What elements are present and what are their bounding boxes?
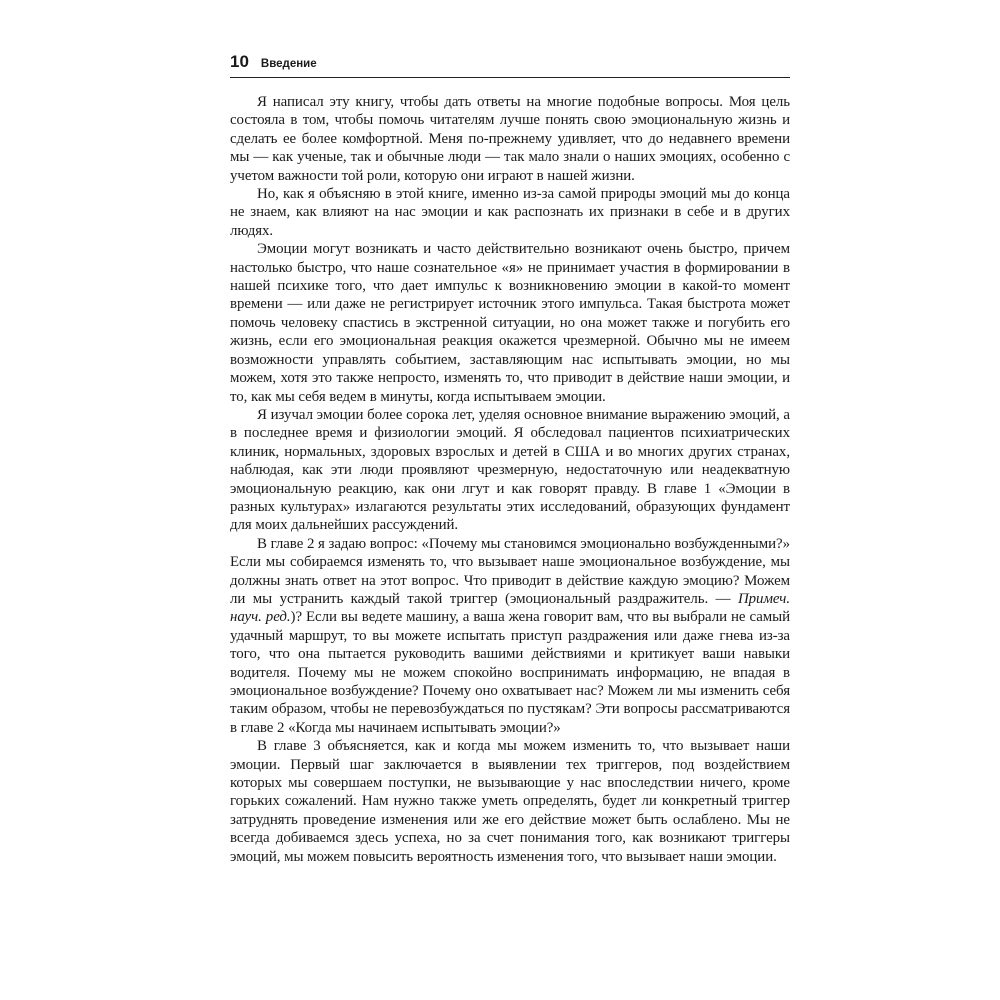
page-number: 10 — [230, 52, 249, 71]
book-page — [230, 52, 790, 866]
running-header — [230, 52, 790, 78]
body-text — [230, 93, 790, 866]
paragraph-5-text-before: В главе 2 я задаю вопрос: «Почему мы становимся эмоционально возбужденными?» Если мы собираемся изменять то, что вызывает наше эмоциональное возбуждение, мы должны знать ответ на этот вопрос. Что приводит в действие каждую эмоцию? Можем ли мы устранить каждый такой триггер (эмоциональный раздражитель. — — [230, 535, 790, 607]
section-title: Введение — [260, 58, 317, 70]
paragraph-2: Но, как я объясняю в этой книге, именно из-за самой природы эмоций мы до конца не знаем, как влияют на нас эмоции и как распознать их признаки в себе и в других людях. — [230, 186, 790, 239]
paragraph-5 — [230, 535, 790, 737]
paragraph-5-text-after: )? Если вы ведете машину, а ваша жена говорит вам, что вы выбрали не самый удачный маршрут, то вы можете испытать приступ раздражения или даже гнева из-за того, что она пытается руководить вашими действиями и критикует ваши навыки водителя. Почему мы не можем спокойно воспринимать информацию, не впадая в эмоциональное возбуждение? Почему оно охватывает нас? Можем ли мы изменить себя таким образом, чтобы не перевозбуждаться по пустякам? Эти вопросы рассматриваются в главе 2 «Когда мы начинаем испытывать эмоции?» — [230, 609, 790, 736]
paragraph-1: Я написал эту книгу, чтобы дать ответы на многие подобные вопросы. Моя цель состояла в том, чтобы помочь читателям лучше понять свою эмоциональную жизнь и сделать ее более комфортной. Меня по-прежнему удивляет, что до недавнего времени мы — как ученые, так и обычные люди — так мало знали о наших эмоциях, особенно с учетом важности той роли, которую они играют в нашей жизни. — [230, 94, 790, 184]
paragraph-4: Я изучал эмоции более сорока лет, уделяя основное внимание выражению эмоций, а в последнее время и физиологии эмоций. Я обследовал пациентов психиатрических клиник, нормальных, здоровых взрослых и детей в США и во многих других странах, наблюдая, как эти люди проявляют чрезмерную, недостаточную или неадекватную эмоциональную реакцию, как они лгут и как говорят правду. В главе 1 «Эмоции в разных культурах» излагаются результаты этих исследований, образующих фундамент для моих дальнейших рассуждений. — [230, 406, 790, 534]
editor-note: Примеч. науч. ред. — [230, 590, 790, 626]
paragraph-3: Эмоции могут возникать и часто действительно возникают очень быстро, причем настолько быстро, что наше сознательное «я» не принимает участия в формировании в нашей психике того, что дает импульс к возникновению эмоции в какой-то момент времени — или даже не регистрирует источник этого импульса. Такая быстрота может помочь человеку спастись в экстренной ситуации, но она может также и погубить его жизнь, если его эмоциональная реакция окажется чрезмерной. Обычно мы не имеем возможности управлять событием, заставляющим нас испытывать эмоции, но мы можем, хотя это также непросто, изменять то, что приводит в действие наши эмоции, и то, как мы себя ведем в минуты, когда испытываем эмоции. — [230, 241, 790, 405]
paragraph-6: В главе 3 объясняется, как и когда мы можем изменить то, что вызывает наши эмоции. Первый шаг заключается в выявлении тех триггеров, под воздействием которых мы совершаем поступки, не вызывающие у нас впоследствии ничего, кроме горьких сожалений. Нам нужно также уметь определять, будет ли конкретный триггер затруднять проведение изменения или же его действие может быть ослаблено. Мы не всегда добиваемся здесь успеха, но за счет понимания того, как возникают триггеры эмоций, мы можем повысить вероятность изменения того, что вызывает наши эмоции. — [230, 738, 790, 865]
